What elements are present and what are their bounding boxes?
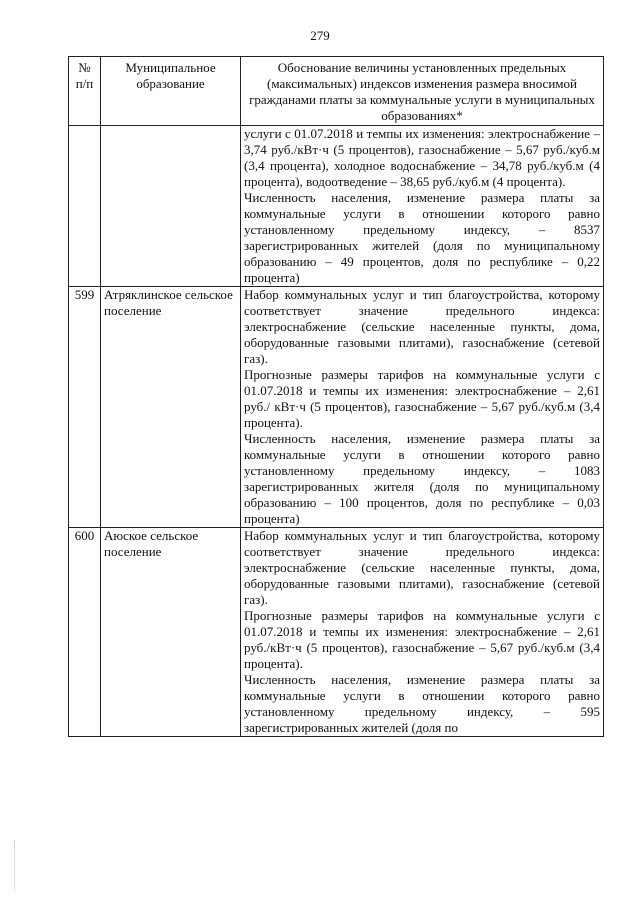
row-justification (241, 126, 604, 287)
paragraph: Прогнозные размеры тарифов на коммунальные услуги с 01.07.2018 и темпы их изменения: электроснабжение – 2,61 руб./ кВт·ч (5 процентов), газоснабжение – 5,67 руб./куб.м (3,4 процента). (244, 367, 600, 430)
paragraph: Численность населения, изменение размера платы за коммунальные услуги в отношении которого равно установленному предельному индексу, – 595 зарегистрированных жителей (доля по (244, 672, 600, 735)
paragraph: Численность населения, изменение размера платы за коммунальные услуги в отношении которого равно установленному предельному индексу, – 1083 зарегистрированных жителя (доля по муниципальному образованию – 100 процентов, доля по республике – 0,03 процента) (244, 431, 600, 526)
row-justification (241, 287, 604, 528)
scan-margin-mark (14, 840, 17, 890)
table-header-row (69, 57, 604, 126)
row-num: 600 (69, 528, 101, 737)
header-num: № п/п (69, 57, 101, 126)
paragraph: Набор коммунальных услуг и тип благоустройства, которому соответствует значение предельного индекса: электроснабжение (сельские населенные пункты, дома, оборудованные газовыми плитами), газоснабжение (сетевой газ). (244, 287, 600, 366)
row-municipality (101, 126, 241, 287)
paragraph: услуги с 01.07.2018 и темпы их изменения: электроснабжение – 3,74 руб./кВт·ч (5 процентов), газоснабжение – 5,67 руб./куб.м (3,4 процента), холодное водоснабжение – 34,78 руб./куб.м (4 процента), водоотведение – 38,65 руб./куб.м (4 процента). (244, 126, 600, 189)
row-num: 599 (69, 287, 101, 528)
row-municipality: Аюское сельское поселение (101, 528, 241, 737)
header-municipality: Муниципальное образование (101, 57, 241, 126)
paragraph: Численность населения, изменение размера платы за коммунальные услуги в отношении которого равно установленному предельному индексу, – 8537 зарегистрированных жителей (доля по муниципальному образованию – 49 процентов, доля по республике – 0,22 процента) (244, 190, 600, 285)
tariff-table (68, 56, 604, 737)
table-row (69, 287, 604, 528)
table-row (69, 528, 604, 737)
paragraph: Набор коммунальных услуг и тип благоустройства, которому соответствует значение предельного индекса: электроснабжение (сельские населенные пункты, дома, оборудованные газовыми плитами), газоснабжение (сетевой газ). (244, 528, 600, 607)
row-justification (241, 528, 604, 737)
table-row (69, 126, 604, 287)
page-number: 279 (310, 28, 330, 43)
row-num (69, 126, 101, 287)
header-justification: Обоснование величины установленных предельных (максимальных) индексов изменения размера вносимой гражданами платы за коммунальные услуги в муниципальных образованиях* (241, 57, 604, 126)
row-municipality: Атряклинское сельское поселение (101, 287, 241, 528)
paragraph: Прогнозные размеры тарифов на коммунальные услуги с 01.07.2018 и темпы их изменения: электроснабжение – 2,61 руб./кВт·ч (5 процентов), газоснабжение – 5,67 руб./куб.м (3,4 процента). (244, 608, 600, 671)
